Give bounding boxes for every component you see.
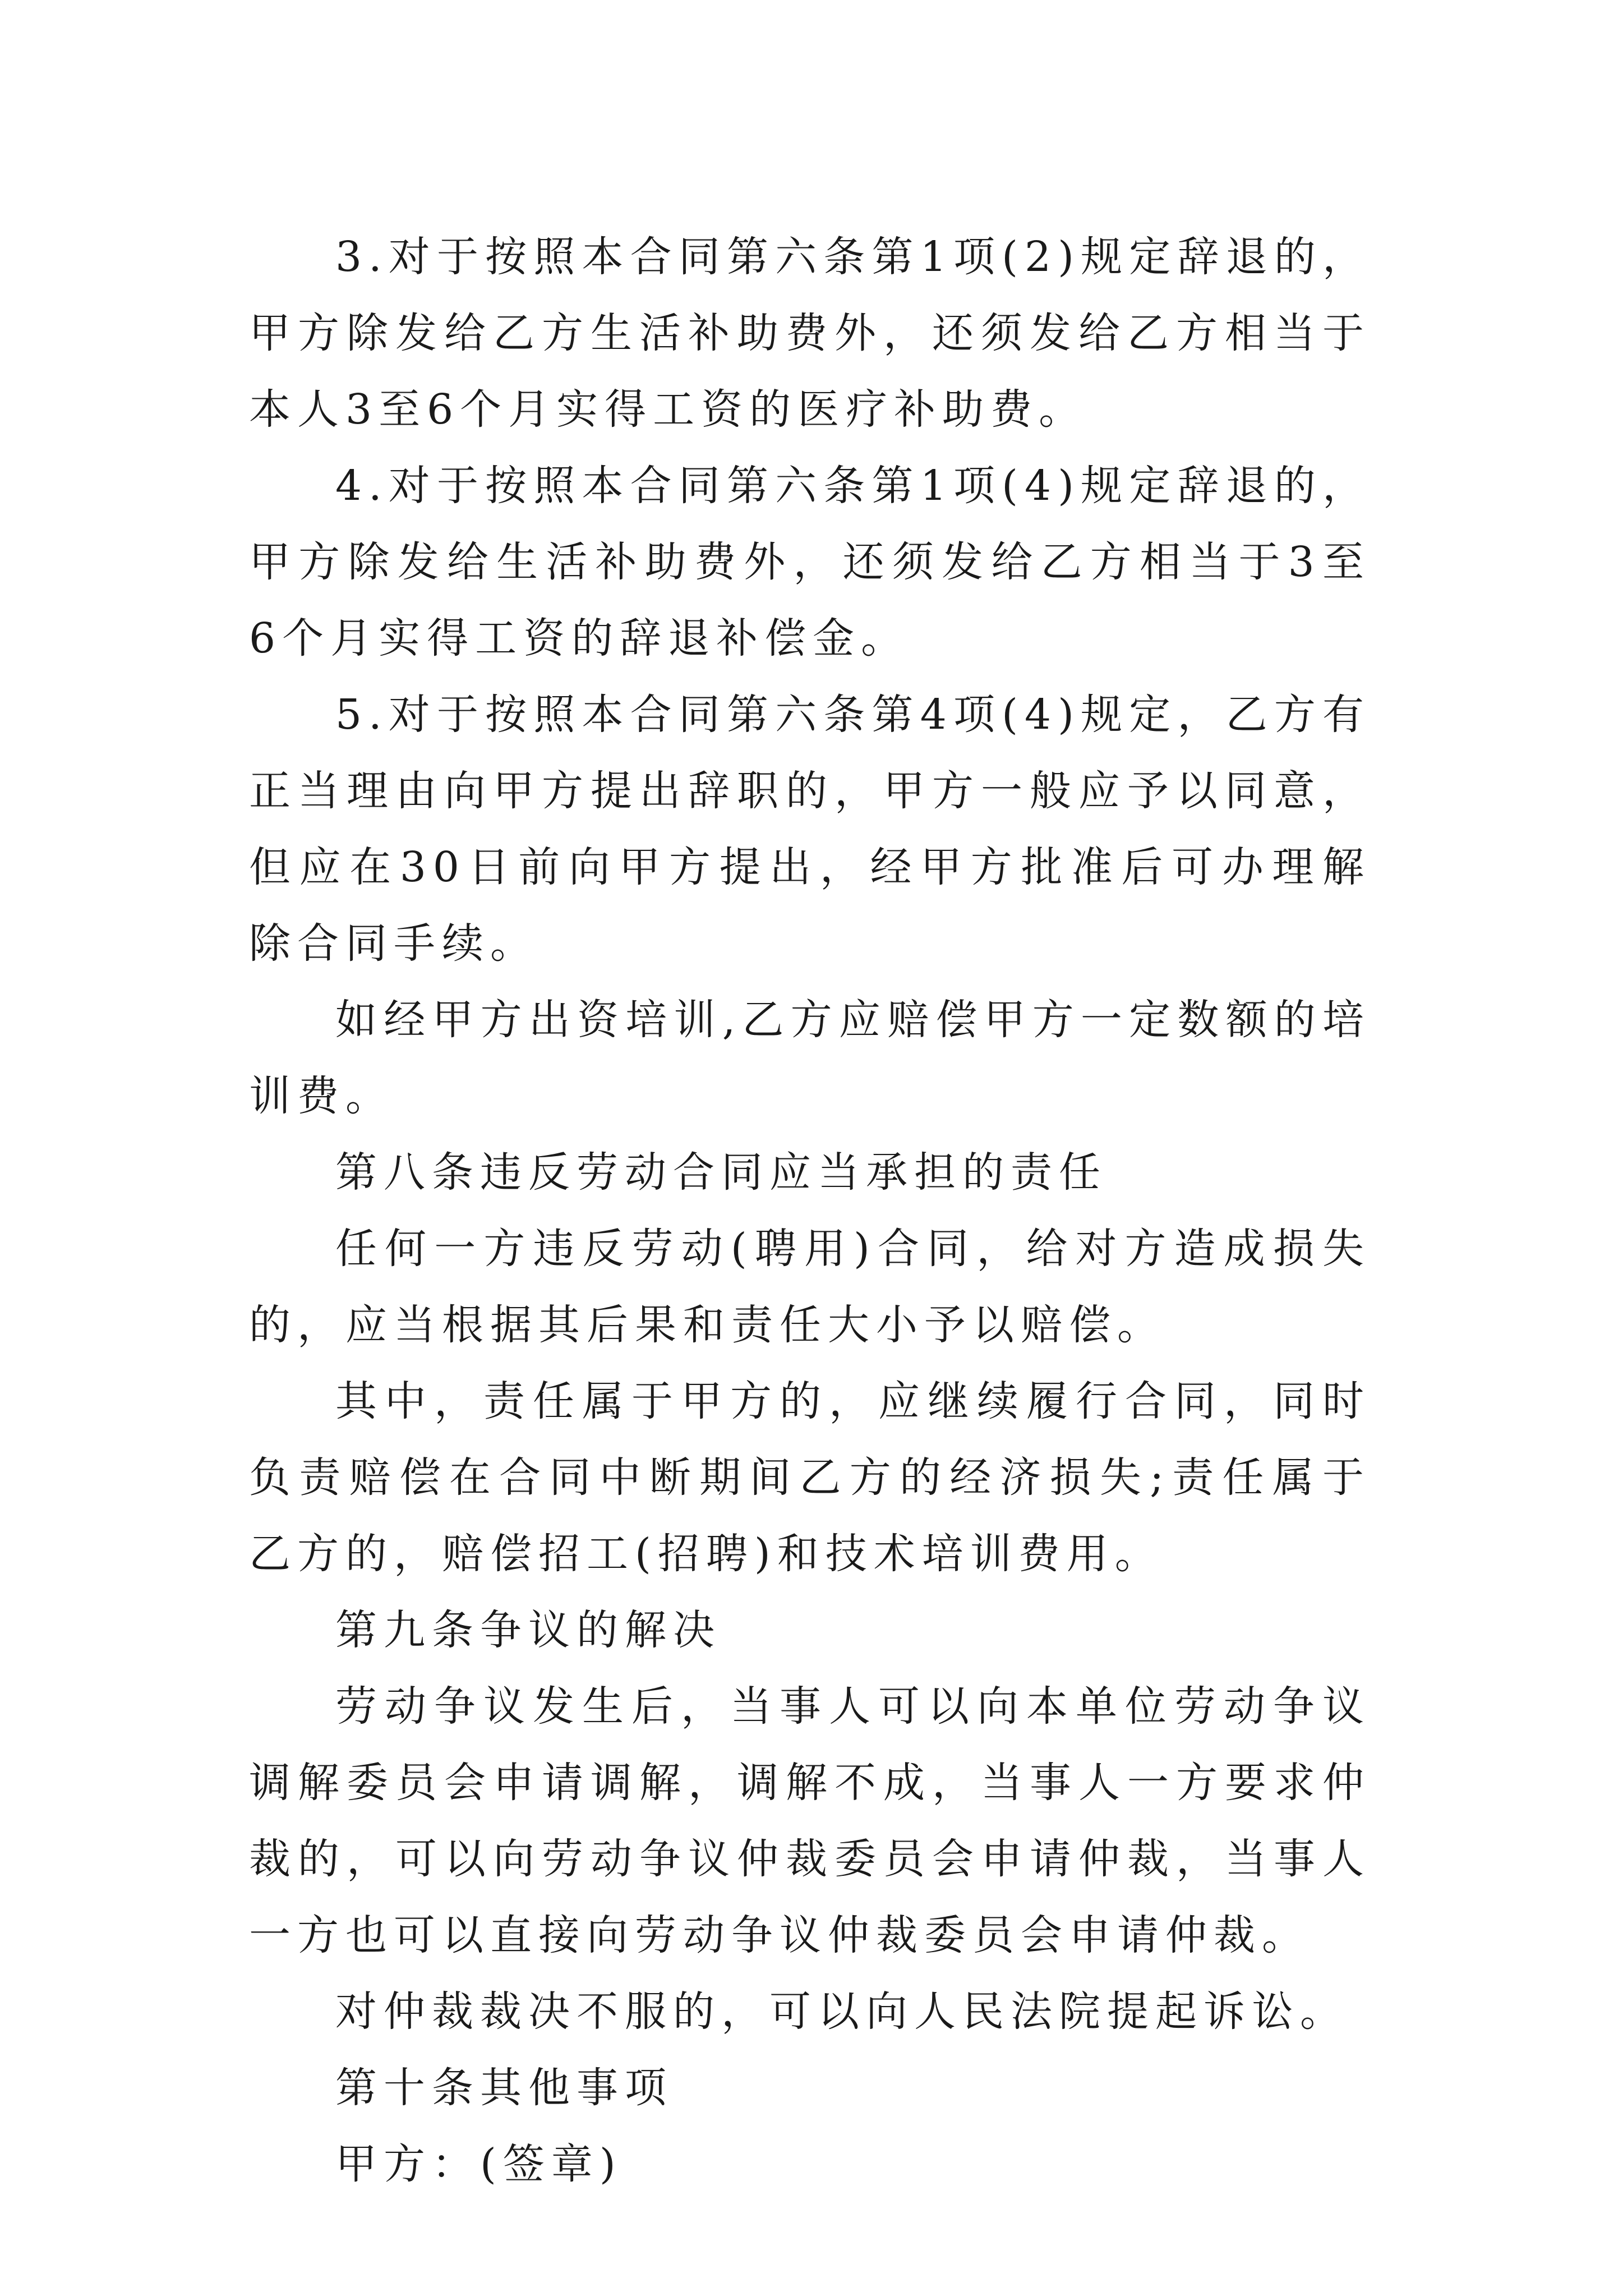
paragraph-clause-7-3: 3.对于按照本合同第六条第1项(2)规定辞退的，甲方除发给乙方生活补助费外，还须发给乙方相当于本人3至6个月实得工资的医疗补助费。 bbox=[249, 233, 1371, 434]
paragraph-article-9-body: 劳动争议发生后，当事人可以向本单位劳动争议调解委员会申请调解，调解不成，当事人一方要求仲裁的，可以向劳动争议仲裁委员会申请仲裁，当事人一方也可以直接向劳动争议仲裁委员会申请仲裁。 bbox=[249, 1682, 1371, 1959]
paragraph-clause-7-5: 5.对于按照本合同第六条第4项(4)规定，乙方有正当理由向甲方提出辞职的，甲方一般应予以同意，但应在30日前向甲方提出，经甲方批准后可办理解除合同手续。 bbox=[249, 691, 1371, 968]
paragraph-article-9-litigation: 对仲裁裁决不服的，可以向人民法院提起诉讼。 bbox=[335, 1987, 1348, 2036]
heading-article-8: 第八条违反劳动合同应当承担的责任 bbox=[335, 1148, 1107, 1197]
heading-article-9: 第九条争议的解决 bbox=[335, 1606, 721, 1654]
signature-party-a: 甲方：(签章) bbox=[335, 2140, 623, 2188]
paragraph-clause-7-4: 4.对于按照本合同第六条第1项(4)规定辞退的，甲方除发给生活补助费外，还须发给乙方相当于3至6个月实得工资的辞退补偿金。 bbox=[249, 462, 1371, 662]
paragraph-training-fee: 如经甲方出资培训,乙方应赔偿甲方一定数额的培训费。 bbox=[249, 996, 1371, 1120]
paragraph-article-8-detail: 其中，责任属于甲方的，应继续履行合同，同时负责赔偿在合同中断期间乙方的经济损失;责任属于乙方的，赔偿招工(招聘)和技术培训费用。 bbox=[249, 1377, 1371, 1578]
heading-article-10: 第十条其他事项 bbox=[335, 2064, 673, 2112]
document-body bbox=[249, 219, 1371, 2202]
paragraph-article-8-body: 任何一方违反劳动(聘用)合同，给对方造成损失的，应当根据其后果和责任大小予以赔偿。 bbox=[249, 1225, 1371, 1349]
